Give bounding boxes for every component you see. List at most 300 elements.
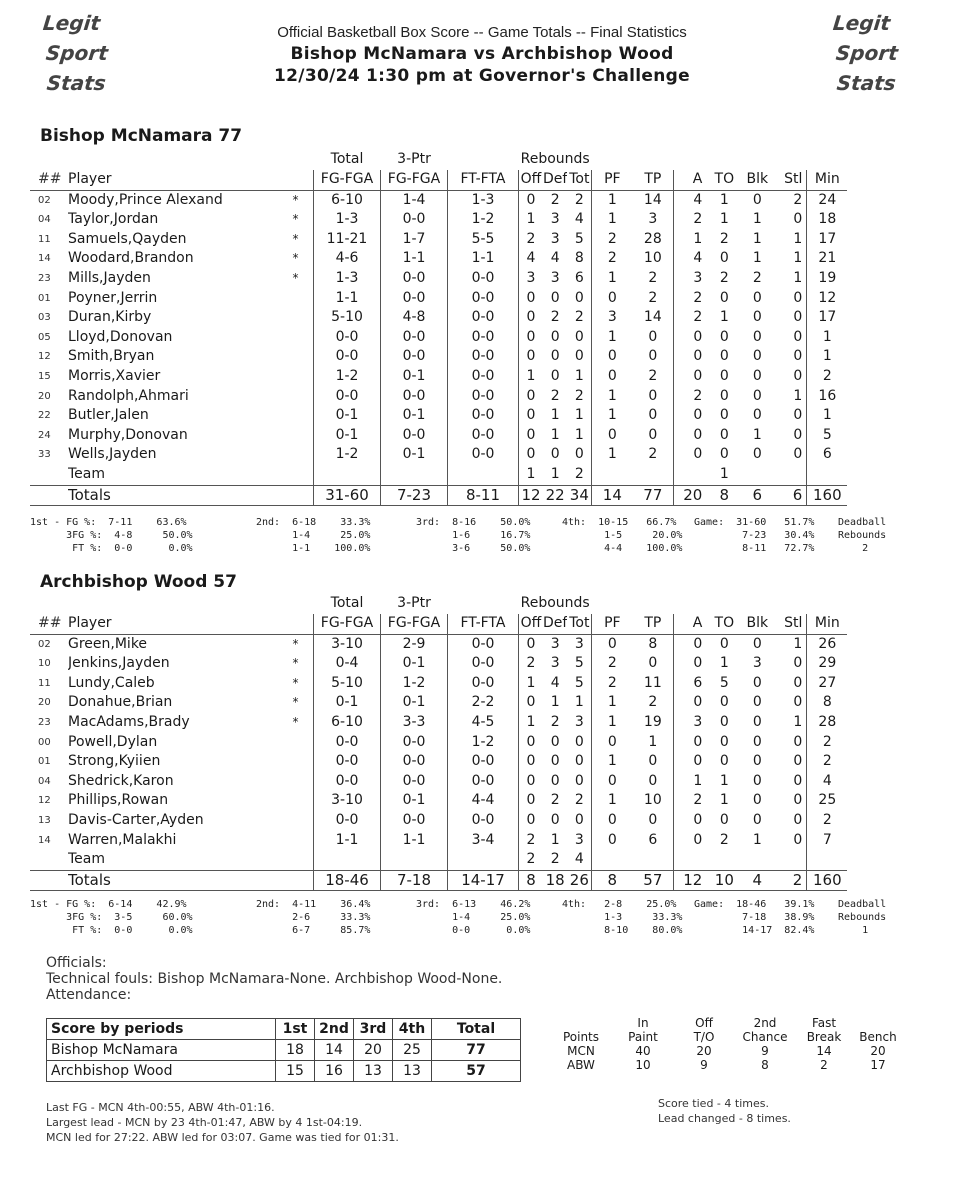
totals-off: 8 [519,870,544,891]
totals-to: 10 [708,870,740,891]
game-notes [46,1100,399,1145]
player-num: 01 [38,292,51,304]
blank-cell [708,592,740,614]
player-off: 0 [519,387,544,407]
player-fg: 4-6 [314,249,381,269]
player-a: 0 [674,693,709,713]
logo-line: Stats [45,71,108,95]
column-header-num: ## [30,170,68,190]
player-off: 0 [519,752,544,772]
player-off: 0 [519,811,544,831]
player-fg3: 0-1 [381,791,448,811]
player-tot: 0 [574,328,584,345]
player-fg: 6-10 [314,190,381,210]
player-a: 0 [674,634,709,654]
column-header-a: A [674,614,709,634]
player-tp: 2 [648,367,658,384]
pts-team: MCN [567,1044,595,1058]
column-header-stl: Stl [774,614,807,634]
player-min: 27 [807,674,848,694]
player-min: 2 [807,811,848,831]
player-blk: 0 [752,772,762,789]
player-blk: 1 [752,211,762,228]
team-title: Bishop McNamara 77 [40,126,243,146]
player-tp: 2 [648,694,658,711]
player-num: 01 [38,756,51,768]
team-starter [278,465,314,485]
player-off: 0 [519,634,544,654]
player-fg3: 0-1 [381,693,448,713]
player-blk: 0 [752,733,762,750]
player-to: 0 [719,387,729,404]
column-header-tp: TP [632,614,674,634]
player-name: Taylor,Jordan [68,211,159,228]
player-to: 2 [719,831,729,848]
player-starter [278,772,314,792]
blank-cell [774,592,807,614]
score-tied: Score tied - 4 times. [658,1097,769,1110]
totals-stl: 6 [774,485,807,506]
player-tp: 0 [648,426,658,443]
player-pf: 1 [592,269,633,289]
player-tot: 1 [574,694,584,711]
player-def: 0 [550,328,560,345]
team-pf [592,850,633,870]
column-header-fg: FG-FGA [314,170,381,190]
team-tot: 2 [574,465,584,482]
player-starter [278,733,314,753]
summary-block: 1st - FG %: 6-14 42.9% 3FG %: 3-5 60.0% FT %: 0-0 0.0% [30,899,193,936]
player-stl: 0 [793,811,803,828]
column-header-to: TO [708,170,740,190]
player-tp: 14 [643,309,662,326]
player-off: 0 [519,190,544,210]
player-fg: 0-0 [314,387,381,407]
player-ft: 0-0 [448,445,519,465]
player-a: 2 [674,387,709,407]
player-min: 5 [807,426,848,446]
blank-cell [68,148,278,170]
player-min: 21 [807,249,848,269]
player-row [30,328,847,348]
player-a: 0 [674,445,709,465]
player-def: 3 [550,230,560,247]
player-ft: 0-0 [448,406,519,426]
blank-cell [774,148,807,170]
sbp-total: 57 [432,1061,521,1082]
blank-cell [68,592,278,614]
team-to: 1 [719,465,729,482]
player-starter: * [292,714,299,729]
player-to: 0 [719,713,729,730]
player-stl: 0 [793,792,803,809]
player-fg: 1-2 [314,367,381,387]
player-def: 2 [550,309,560,326]
team-ft [448,465,519,485]
player-tot: 0 [574,446,584,463]
totals-ft: 14-17 [448,870,519,891]
player-blk: 1 [752,426,762,443]
player-row [30,406,847,426]
player-to: 0 [719,694,729,711]
team-to [708,850,740,870]
player-starter: * [292,251,299,266]
player-min: 4 [807,772,848,792]
player-pf: 0 [592,831,633,851]
totals-fg: 18-46 [314,870,381,891]
sbp-score: 18 [276,1040,315,1061]
player-def: 0 [550,772,560,789]
player-row [30,190,847,210]
attendance: Attendance: [46,987,132,1003]
sbp-score: 15 [276,1061,315,1082]
player-off: 1 [519,367,544,387]
player-tot: 1 [574,407,584,424]
player-off: 0 [519,328,544,348]
player-to: 0 [719,635,729,652]
box-score-table [30,148,847,506]
player-name: Woodard,Brandon [68,250,194,267]
pts-head: Paint [628,1030,658,1044]
team-tp [632,850,674,870]
pts-head: Bench [859,1030,897,1044]
player-to: 1 [719,191,729,208]
team-def: 1 [550,465,560,482]
player-stl: 0 [793,655,803,672]
column-header-starter [278,170,314,190]
team-tot: 4 [574,851,584,868]
team-min [807,850,848,870]
blank-cell [592,592,633,614]
player-ft: 4-5 [448,713,519,733]
player-fg3: 0-1 [381,654,448,674]
team-num [30,465,68,485]
totals-a: 20 [674,485,709,506]
points-breakdown [552,1016,906,1072]
player-ft: 1-1 [448,249,519,269]
pts-head: In [637,1016,649,1030]
blank-cell [448,592,519,614]
totals-off: 12 [519,485,544,506]
player-stl: 0 [793,733,803,750]
team-starter [278,850,314,870]
player-min: 28 [807,713,848,733]
player-min: 7 [807,831,848,851]
summary-block: 4th: 10-15 66.7% 1-5 20.0% 4-4 100.0% [562,517,683,554]
player-row [30,713,847,733]
summary-block: 1st - FG %: 7-11 63.6% 3FG %: 4-8 50.0% FT %: 0-0 0.0% [30,517,193,554]
team-num [30,850,68,870]
player-def: 0 [550,811,560,828]
totals-min: 160 [807,870,848,891]
team-row [30,465,847,485]
blank-cell [807,148,848,170]
player-starter [278,289,314,309]
player-blk: 0 [752,367,762,384]
player-name: Murphy,Donovan [68,426,188,443]
sbp-score: 25 [393,1040,432,1061]
player-pf: 1 [592,210,633,230]
group-total-header: Total [330,151,364,167]
player-fg: 0-1 [314,693,381,713]
player-to: 0 [719,328,729,345]
player-stl: 0 [793,694,803,711]
player-a: 0 [674,426,709,446]
player-off: 0 [519,406,544,426]
player-min: 18 [807,210,848,230]
player-to: 0 [719,367,729,384]
player-starter: * [292,675,299,690]
player-name: Duran,Kirby [68,309,152,326]
player-off: 0 [519,347,544,367]
player-blk: 1 [752,230,762,247]
player-num: 20 [38,390,51,402]
player-off: 1 [519,210,544,230]
player-ft: 0-0 [448,674,519,694]
team-name: Team [68,851,106,868]
player-name: Donahue,Brian [68,694,173,711]
player-fg: 1-1 [314,289,381,309]
game-notes-right [658,1096,791,1126]
team-fg3 [381,850,448,870]
player-name: Lloyd,Donovan [68,328,173,345]
player-stl: 0 [793,289,803,306]
player-pf: 2 [592,249,633,269]
player-name: Smith,Bryan [68,348,155,365]
player-row [30,654,847,674]
team-min [807,465,848,485]
player-fg: 0-1 [314,406,381,426]
player-blk: 0 [752,348,762,365]
player-row [30,230,847,250]
player-starter: * [292,636,299,651]
player-a: 0 [674,328,709,348]
player-name: Strong,Kyiien [68,753,161,770]
player-min: 17 [807,230,848,250]
player-fg3: 4-8 [381,308,448,328]
player-min: 26 [807,634,848,654]
pts-value: 20 [696,1044,712,1058]
player-tp: 0 [648,348,658,365]
player-to: 0 [719,426,729,443]
player-num: 23 [38,716,51,728]
player-fg3: 0-0 [381,347,448,367]
totals-row [30,485,847,506]
player-stl: 0 [793,426,803,443]
totals-name: Totals [68,485,278,506]
player-off: 2 [519,230,544,250]
player-stl: 1 [793,635,803,652]
group-3ptr-header: 3-Ptr [397,151,431,167]
totals-stl: 2 [774,870,807,891]
player-row [30,693,847,713]
player-name: MacAdams,Brady [68,713,190,730]
player-to: 1 [719,772,729,789]
sbp-team: Bishop McNamara [47,1040,276,1061]
player-fg: 6-10 [314,713,381,733]
player-min: 16 [807,387,848,407]
player-fg3: 1-1 [381,249,448,269]
player-a: 0 [674,347,709,367]
player-tot: 5 [574,655,584,672]
column-header-fg3: FG-FGA [381,170,448,190]
player-to: 1 [719,309,729,326]
totals-def: 18 [543,870,567,891]
player-num: 20 [38,697,51,709]
column-header-blk: Blk [740,170,774,190]
summary-block: Deadball Rebounds 1 [838,899,887,936]
pts-value: 9 [700,1058,708,1072]
player-def: 0 [550,289,560,306]
pts-head: Off [695,1016,713,1030]
column-header-min: Min [807,614,848,634]
column-header-name: Player [68,614,278,634]
player-starter [278,367,314,387]
player-tot: 8 [574,250,584,267]
player-ft: 0-0 [448,387,519,407]
summary-block: Deadball Rebounds 2 [838,517,887,554]
group-total-header: Total [330,595,364,611]
totals-row [30,870,847,891]
player-fg3: 0-0 [381,289,448,309]
group-header-row [30,148,847,170]
player-num: 24 [38,429,51,441]
player-ft: 0-0 [448,347,519,367]
player-a: 0 [674,654,709,674]
player-fg3: 2-9 [381,634,448,654]
player-def: 0 [550,446,560,463]
player-starter: * [292,192,299,207]
pts-value: 9 [761,1044,769,1058]
player-a: 0 [674,406,709,426]
player-num: 11 [38,677,51,689]
summary-block: 3rd: 8-16 50.0% 1-6 16.7% 3-6 50.0% [416,517,531,554]
player-stl: 0 [793,674,803,691]
sbp-score: 16 [315,1061,354,1082]
report-title: Official Basketball Box Score -- Game Totals -- Final Statistics [277,24,687,41]
player-num: 14 [38,253,51,265]
player-starter [278,791,314,811]
totals-tot: 26 [567,870,592,891]
logo-line: Sport [834,41,900,65]
player-def: 1 [550,426,560,443]
player-off: 0 [519,445,544,465]
player-blk: 0 [752,811,762,828]
player-fg: 1-1 [314,831,381,851]
player-to: 2 [719,269,729,286]
player-blk: 0 [752,635,762,652]
totals-tp: 77 [632,485,674,506]
player-starter [278,811,314,831]
player-def: 3 [550,635,560,652]
sbp-period: 4th [393,1019,432,1040]
team-blk [740,850,774,870]
player-starter: * [292,695,299,710]
player-def: 1 [550,694,560,711]
blank-cell [278,148,314,170]
player-starter [278,347,314,367]
summary-block: 4th: 2-8 25.0% 1-3 33.3% 8-10 80.0% [562,899,683,936]
player-off: 0 [519,772,544,792]
totals-to: 8 [708,485,740,506]
summary-block: Game: 31-60 51.7% 7-23 30.4% 8-11 72.7% [694,517,815,554]
player-starter [278,426,314,446]
column-header-to: TO [708,614,740,634]
player-row [30,772,847,792]
player-to: 0 [719,407,729,424]
group-rebounds-header: Rebounds [520,595,590,611]
player-blk: 0 [752,753,762,770]
player-off: 0 [519,308,544,328]
player-ft: 0-0 [448,426,519,446]
totals-blk: 6 [740,485,774,506]
player-ft: 0-0 [448,289,519,309]
player-off: 0 [519,733,544,753]
team-def: 2 [550,851,560,868]
player-fg3: 0-0 [381,811,448,831]
player-row [30,347,847,367]
blank-cell [674,592,709,614]
player-tp: 1 [648,733,658,750]
player-stl: 0 [793,309,803,326]
player-off: 2 [519,654,544,674]
player-row [30,752,847,772]
totals-num [30,870,68,891]
player-def: 1 [550,831,560,848]
player-fg3: 0-0 [381,210,448,230]
player-stl: 0 [793,367,803,384]
player-fg3: 0-0 [381,772,448,792]
player-row [30,249,847,269]
blank-cell [30,148,68,170]
player-name: Mills,Jayden [68,269,151,286]
player-to: 5 [719,674,729,691]
player-pf: 0 [592,347,633,367]
column-header-fg: FG-FGA [314,614,381,634]
column-header-a: A [674,170,709,190]
pts-head: T/O [693,1030,715,1044]
player-def: 3 [550,655,560,672]
team-tp [632,465,674,485]
player-starter [278,445,314,465]
player-ft: 1-3 [448,190,519,210]
player-min: 12 [807,289,848,309]
player-tot: 6 [574,269,584,286]
pts-value: 40 [635,1044,651,1058]
totals-a: 12 [674,870,709,891]
totals-fg3: 7-18 [381,870,448,891]
player-pf: 1 [592,387,633,407]
player-stl: 1 [793,250,803,267]
team-off: 1 [519,465,544,485]
totals-pf: 14 [592,485,633,506]
player-def: 4 [550,250,560,267]
player-blk: 0 [752,407,762,424]
totals-num [30,485,68,506]
player-def: 2 [550,387,560,404]
player-name: Warren,Malakhi [68,831,177,848]
player-tot: 2 [574,792,584,809]
player-min: 2 [807,733,848,753]
player-starter [278,406,314,426]
pts-value: 20 [870,1044,886,1058]
officials: Officials: [46,955,107,971]
player-to: 1 [719,792,729,809]
player-tot: 0 [574,348,584,365]
player-to: 0 [719,250,729,267]
blank-cell [632,148,674,170]
player-pf: 1 [592,713,633,733]
